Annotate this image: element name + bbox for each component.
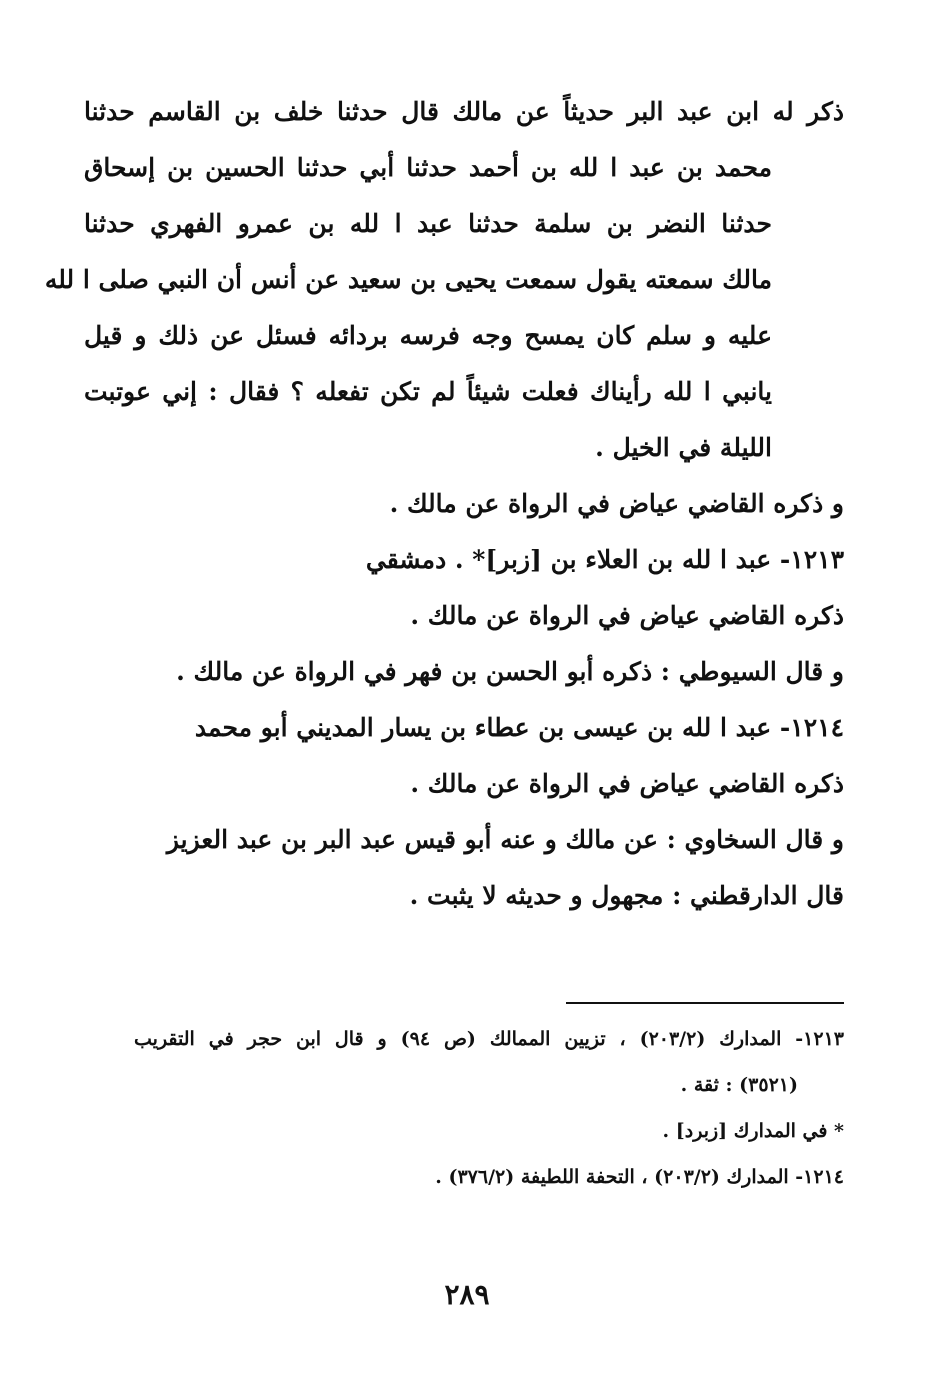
text-line: ذكره القاضي عياض في الرواة عن مالك .	[410, 601, 844, 630]
text-line: ذكر له ابن عبد البر حديثاً عن مالك قال حدثنا خلف بن القاسم حدثنا	[84, 97, 844, 126]
footnote-line: ١٢١٣- المدارك (٢٠٣/٢) ، تزيين الممالك (ص ٩٤) و قال ابن حجر في التقريب	[134, 1028, 844, 1050]
footnote-line: ١٢١٤- المدارك (٢٠٣/٢) ، التحفة اللطيفة (٣٧٦/٢) .	[435, 1166, 844, 1188]
text-line: محمد بن عبد ا لله بن أحمد حدثنا أبي حدثنا الحسين بن إسحاق	[84, 153, 772, 182]
text-line: قال الدارقطني : مجهول و حديثه لا يثبت .	[409, 881, 844, 910]
page-number: ٢٨٩	[444, 1278, 490, 1311]
footnotes	[134, 1016, 844, 1200]
text-line: و قال السخاوي : عن مالك و عنه أبو قيس عبد البر بن عبد العزيز	[166, 825, 844, 854]
text-line: مالك سمعته يقول سمعت يحيى بن سعيد عن أنس أن النبي صلى ا لله	[44, 265, 772, 294]
entry-heading-1214: ١٢١٤- عبد ا لله بن عيسى بن عطاء بن يسار المديني أبو محمد	[194, 713, 844, 742]
text-line: و قال السيوطي : ذكره أبو الحسن بن فهر في الرواة عن مالك .	[176, 657, 844, 686]
text-line: يانبي ا لله رأيناك فعلت شيئاً لم تكن تفعله ؟ فقال : إني عوتبت	[84, 377, 772, 406]
footnote-divider	[566, 1002, 844, 1004]
text-line: عليه و سلم كان يمسح وجه فرسه بردائه فسئل عن ذلك و قيل	[84, 321, 772, 350]
text-line: حدثنا النضر بن سلمة حدثنا عبد ا لله بن عمرو الفهري حدثنا	[84, 209, 772, 238]
footnote-line: * في المدارك [زبرد] .	[662, 1120, 844, 1142]
text-line: الليلة في الخيل .	[595, 433, 772, 462]
main-text	[44, 84, 844, 924]
text-line: و ذكره القاضي عياض في الرواة عن مالك .	[389, 489, 844, 518]
entry-heading-1213: ١٢١٣- عبد ا لله بن العلاء بن [زبر]* . دمشقي	[365, 545, 844, 574]
text-line: ذكره القاضي عياض في الرواة عن مالك .	[410, 769, 844, 798]
footnote-line: (٣٥٢١) : ثقة .	[680, 1074, 798, 1096]
